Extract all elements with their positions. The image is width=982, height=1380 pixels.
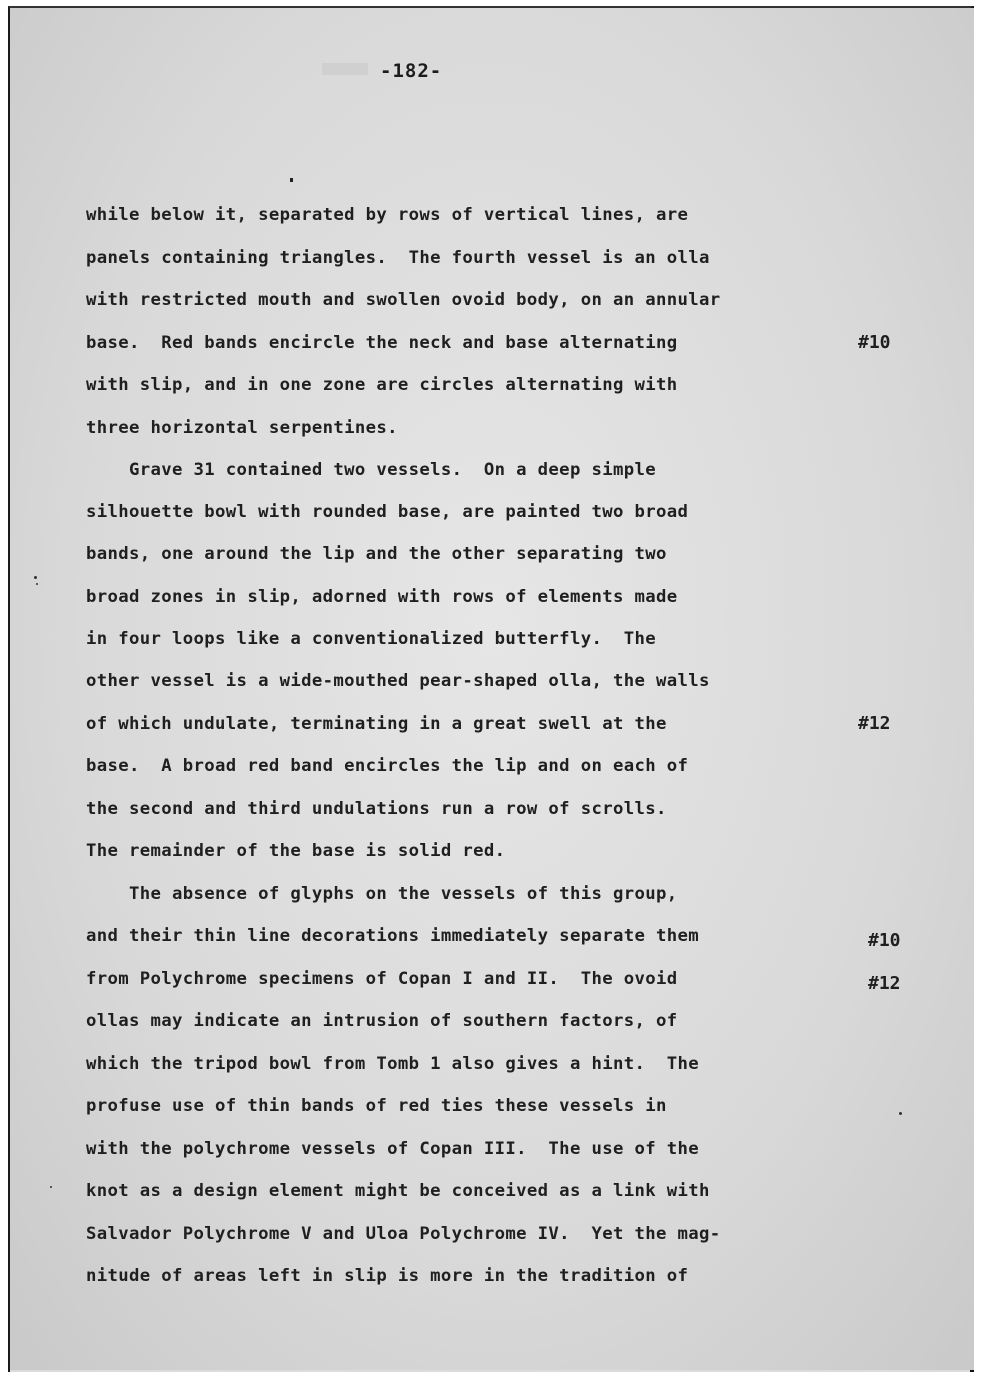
margin-note: #10 [868,930,901,951]
text-line: base. Red bands encircle the neck and base alternating [86,333,678,353]
text-line: base. A broad red band encircles the lip and on each of [86,756,689,776]
text-line: The remainder of the base is solid red. [86,841,506,861]
text-line: ollas may indicate an intrusion of southern factors, of [86,1011,678,1031]
page-number: -182- [380,60,443,82]
text-line: knot as a design element might be conceived as a link with [86,1181,710,1201]
text-line: Salvador Polychrome V and Uloa Polychrome IV. Yet the mag- [86,1224,721,1244]
text-line: the second and third undulations run a row of scrolls. [86,799,667,819]
ink-speck [50,1186,52,1188]
text-line: Grave 31 contained two vessels. On a deep simple [86,460,656,480]
text-line: and their thin line decorations immediately separate them [86,926,699,946]
margin-note: #12 [868,973,901,994]
text-line: in four loops like a conventionalized butterfly. The [86,629,656,649]
text-line: three horizontal serpentines. [86,418,398,438]
text-line: from Polychrome specimens of Copan I and II. The ovoid [86,969,678,989]
text-line: profuse use of thin bands of red ties these vessels in [86,1096,667,1116]
text-line: with the polychrome vessels of Copan III. The use of the [86,1139,699,1159]
text-line: while below it, separated by rows of vertical lines, are [86,205,689,225]
margin-note: #12 [858,713,891,734]
text-line: The absence of glyphs on the vessels of this group, [86,884,678,904]
text-line: panels containing triangles. The fourth vessel is an olla [86,248,710,268]
ink-speck [34,576,37,579]
text-line: which the tripod bowl from Tomb 1 also gives a hint. The [86,1054,699,1074]
text-line: with restricted mouth and swollen ovoid body, on an annular [86,290,721,310]
text-line: nitude of areas left in slip is more in the tradition of [86,1266,689,1286]
text-line: of which undulate, terminating in a great swell at the [86,714,667,734]
text-line: other vessel is a wide-mouthed pear-shaped olla, the walls [86,671,710,691]
margin-note: #10 [858,332,891,353]
text-line: broad zones in slip, adorned with rows of elements made [86,587,678,607]
ink-mark [290,178,293,182]
ink-speck [899,1112,902,1115]
ink-speck [36,583,38,585]
show-through-mark [322,63,368,75]
text-line: with slip, and in one zone are circles alternating with [86,375,678,395]
document-page [10,8,974,1370]
text-line: bands, one around the lip and the other separating two [86,544,667,564]
text-line: silhouette bowl with rounded base, are painted two broad [86,502,689,522]
